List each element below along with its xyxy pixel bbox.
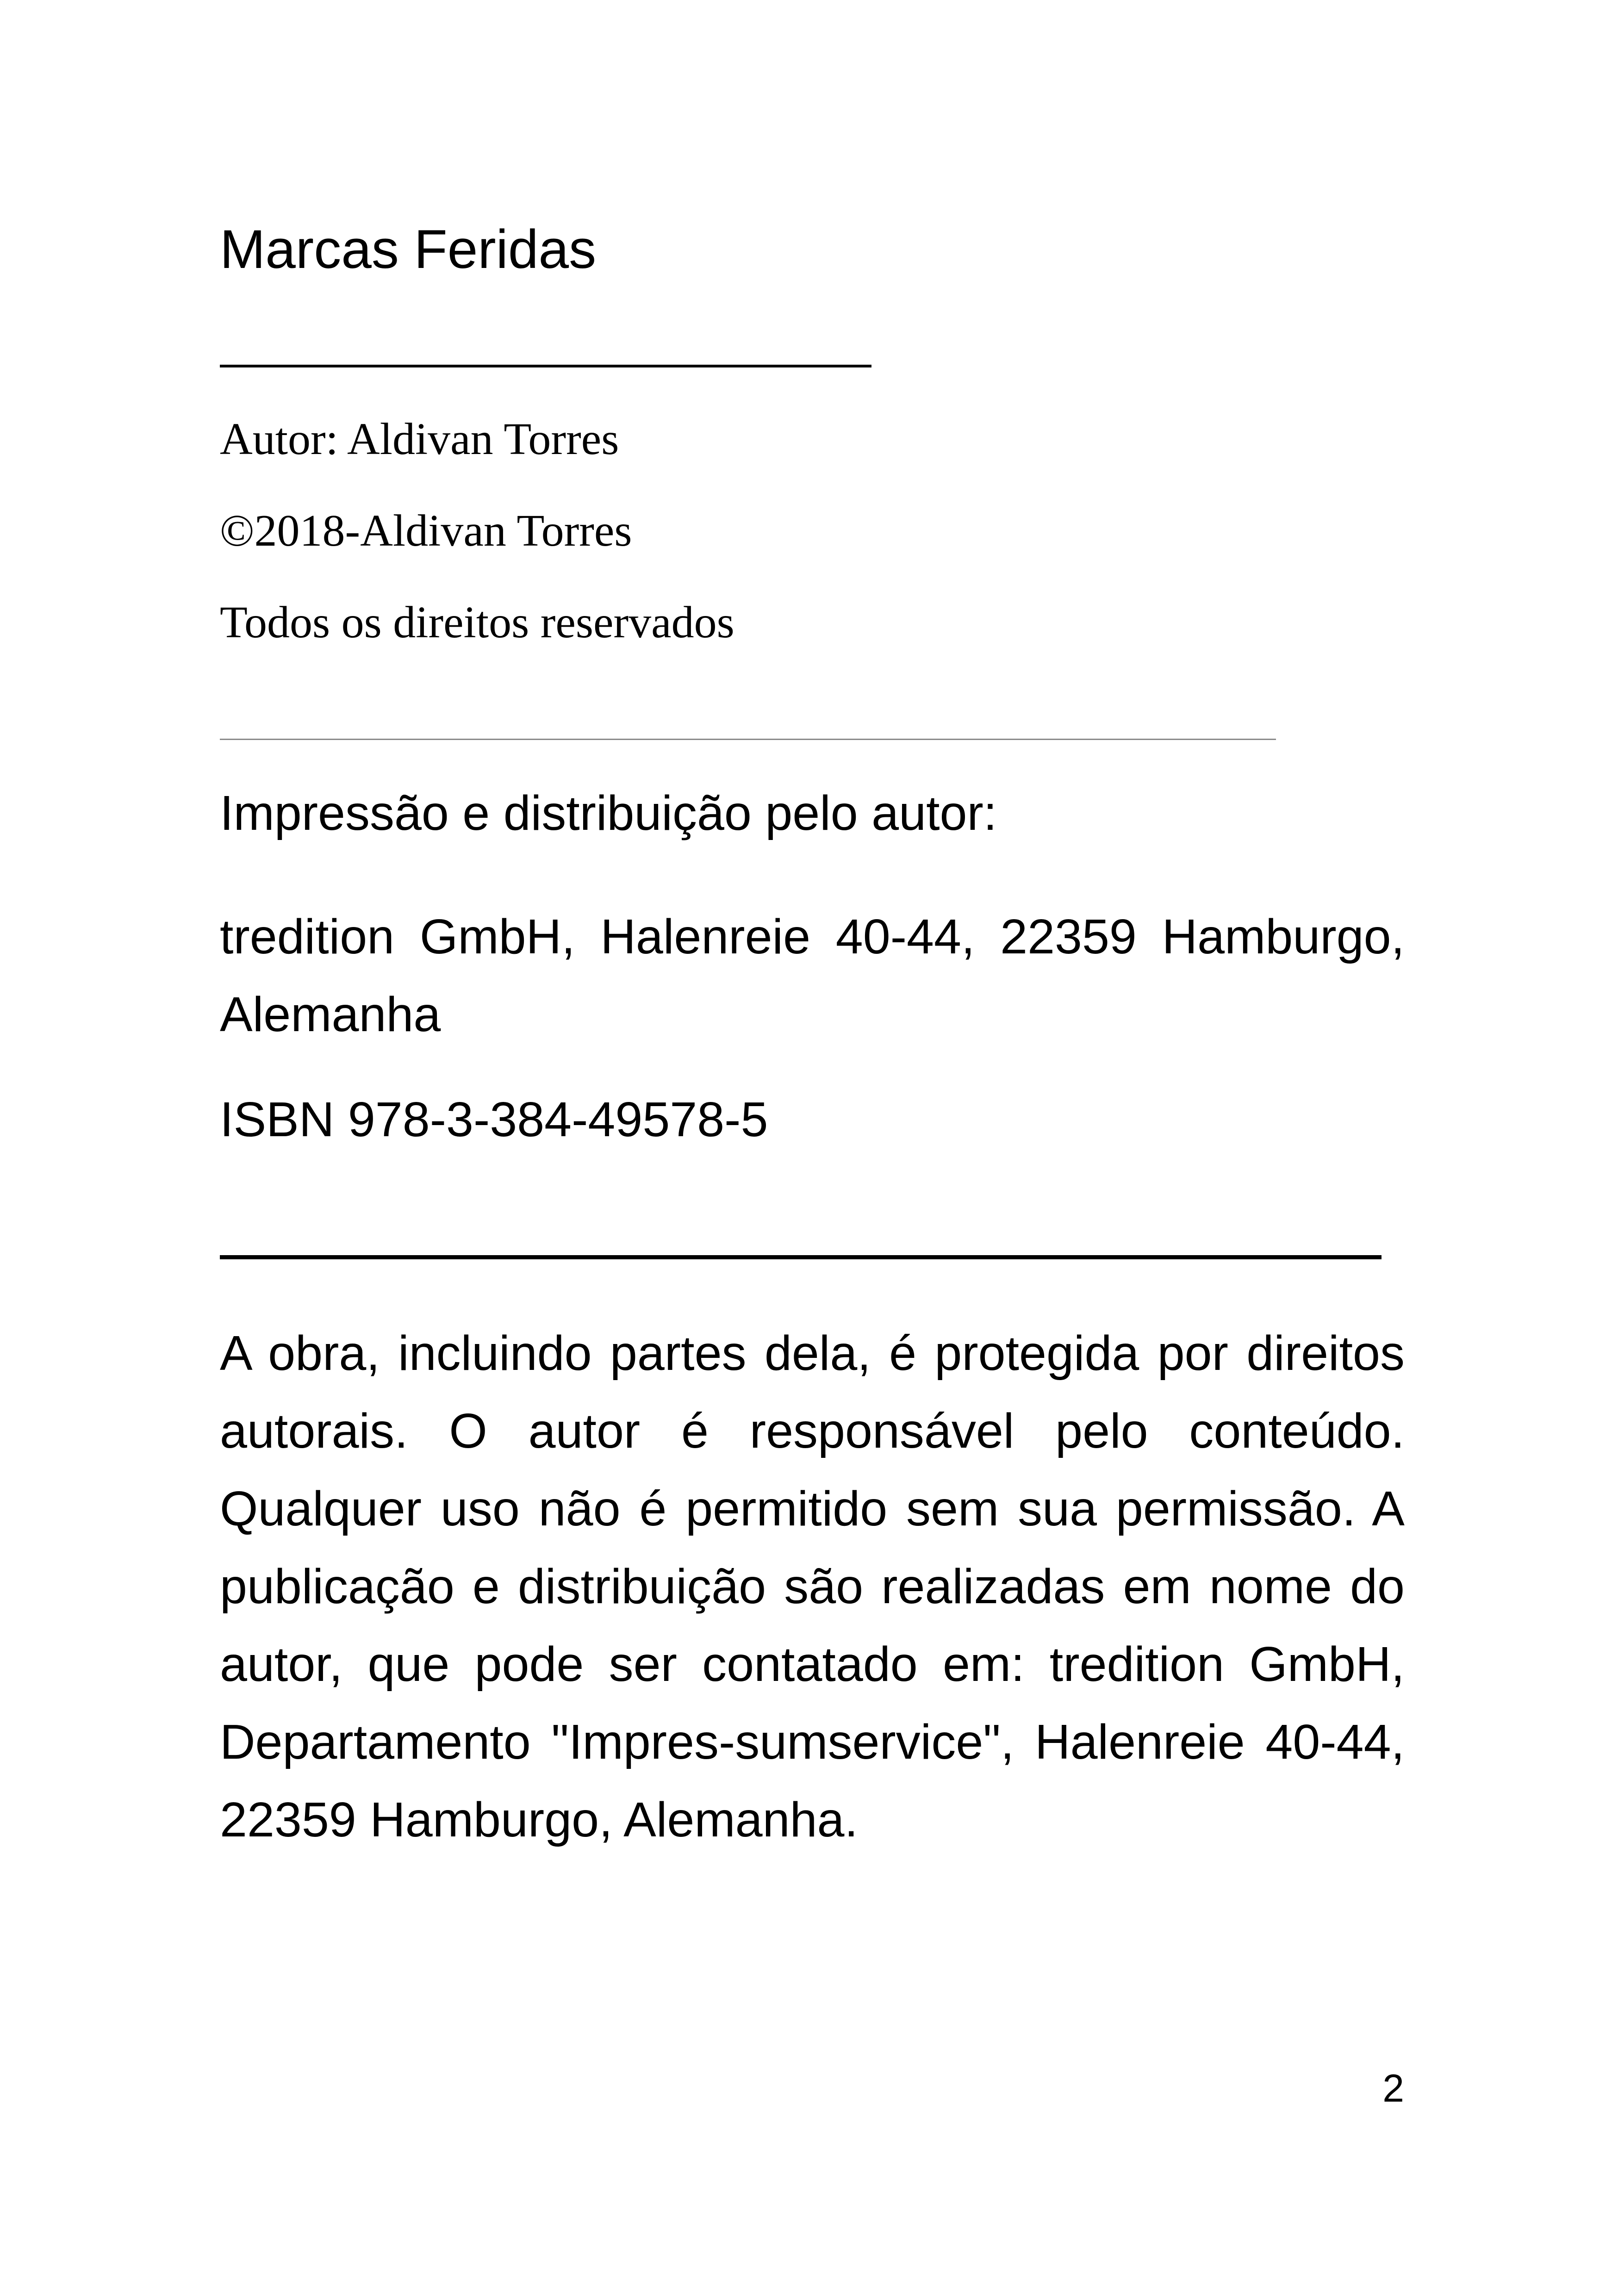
publisher-address: tredition GmbH, Halenreie 40-44, 22359 Hamburgo, Alemanha: [220, 909, 1405, 1042]
isbn-line: ISBN 978-3-384-49578-5: [220, 1092, 768, 1147]
author-line: Autor: Aldivan Torres: [220, 414, 619, 464]
copyright-line: ©2018-Aldivan Torres: [220, 506, 632, 556]
print-heading: Impressão e distribuição pelo autor:: [220, 786, 997, 840]
legal-notice: A obra, incluindo partes dela, é protegida por direitos autorais. O autor é responsável pelo conteúdo. Qualquer uso não é permitido sem sua permissão. A publicação e distribuição são realizadas em nome do autor, que pode ser contatado em: tredition GmbH, Departamento "Impres-sumservice", Halenreie 40-44, 22359 Hamburgo, Alemanha.: [220, 1326, 1405, 1847]
thin-divider: [220, 739, 1276, 740]
page-number: 2: [1382, 2066, 1404, 2110]
book-title: Marcas Feridas: [220, 219, 597, 280]
title-underline-divider: [220, 365, 871, 367]
rights-line: Todos os direitos reservados: [220, 597, 734, 647]
thick-divider: [220, 1255, 1382, 1259]
